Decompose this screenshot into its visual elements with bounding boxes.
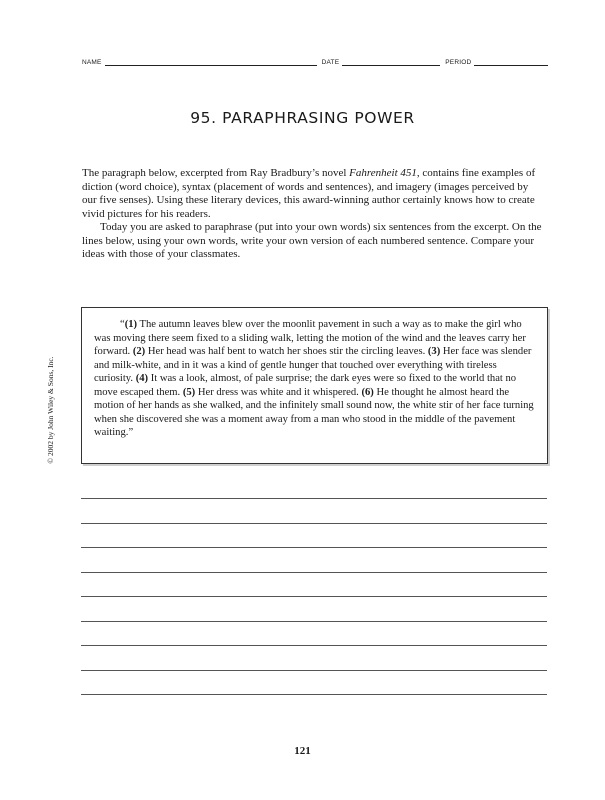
open-quote: “ [120, 319, 125, 330]
sentence-text-4: It was a look, almost, of pale surprise; the dark eyes were so fixed to the world that no move escaped them. [94, 373, 517, 398]
answer-line[interactable] [81, 645, 547, 670]
period-field-line[interactable] [474, 57, 548, 66]
period-label: PERIOD [445, 59, 472, 66]
date-label: DATE [321, 59, 340, 66]
sentence-number-4: (4) [135, 373, 149, 384]
answer-line[interactable] [81, 596, 547, 621]
answer-line[interactable] [81, 621, 547, 646]
student-info-header [82, 54, 548, 66]
book-title: Fahrenheit 451 [349, 167, 417, 179]
excerpt-box [81, 307, 548, 464]
sentence-number-6: (6) [361, 386, 374, 398]
name-label: NAME [82, 59, 102, 66]
intro-text-end: , contains fine examples of diction (word choice), syntax (placement of words and sentences), and imagery (images perceived by our five senses). Using these literary devices, this award-winning author certainly knows how to create vivid pictures for his readers. [82, 167, 536, 220]
page-number: 121 [294, 745, 311, 757]
answer-line[interactable] [81, 498, 547, 523]
sentence-number-5: (5) [182, 386, 196, 398]
name-field-line[interactable] [105, 57, 317, 66]
sentence-number-1: (1) [124, 319, 138, 330]
answer-lines [81, 498, 547, 719]
page-title: 95. PARAPHRASING POWER [190, 109, 415, 127]
instructions [82, 167, 542, 262]
sentence-text-2: Her head was half bent to watch her shoes stir the circling leaves. [145, 346, 428, 357]
date-field-line[interactable] [342, 57, 440, 66]
sentence-text-5: Her dress was white and it whispered. [195, 386, 362, 398]
copyright-notice: © 2002 by John Wiley & Sons, Inc. [46, 356, 55, 464]
sentence-text-3: Her face was slender and milk-white, and in it was a kind of gentle hunger that touched over everything with tireless curiosity. [94, 346, 532, 384]
answer-line[interactable] [81, 694, 547, 719]
sentence-text-6: He thought he almost heard the motion of her hands as she walked, and the infinitely small sound now, the white stir of her face turning when she discovered she was a moment away from a man who stood in the middle of the pavement waiting. [94, 386, 534, 438]
answer-line[interactable] [81, 572, 547, 597]
task-paragraph: Today you are asked to paraphrase (put into your own words) six sentences from the excerpt. On the lines below, using your own words, write your own version of each numbered sentence. Compare your ideas with those of your classmates. [82, 221, 542, 260]
intro-text-start: The paragraph below, excerpted from Ray Bradbury’s novel [82, 167, 350, 179]
sentence-number-3: (3) [427, 346, 441, 357]
answer-line[interactable] [81, 670, 547, 695]
intro-paragraph [82, 167, 542, 221]
sentence-text-1: The autumn leaves blew over the moonlit pavement in such a way as to make the girl who was moving there seem fixed to a sliding walk, letting the motion of the wind and the leaves carry her forward. [94, 319, 526, 357]
sentence-number-2: (2) [132, 346, 146, 357]
answer-line[interactable] [81, 523, 547, 548]
excerpt-paragraph [94, 318, 535, 440]
answer-line[interactable] [81, 547, 547, 572]
close-quote: ” [128, 427, 134, 438]
